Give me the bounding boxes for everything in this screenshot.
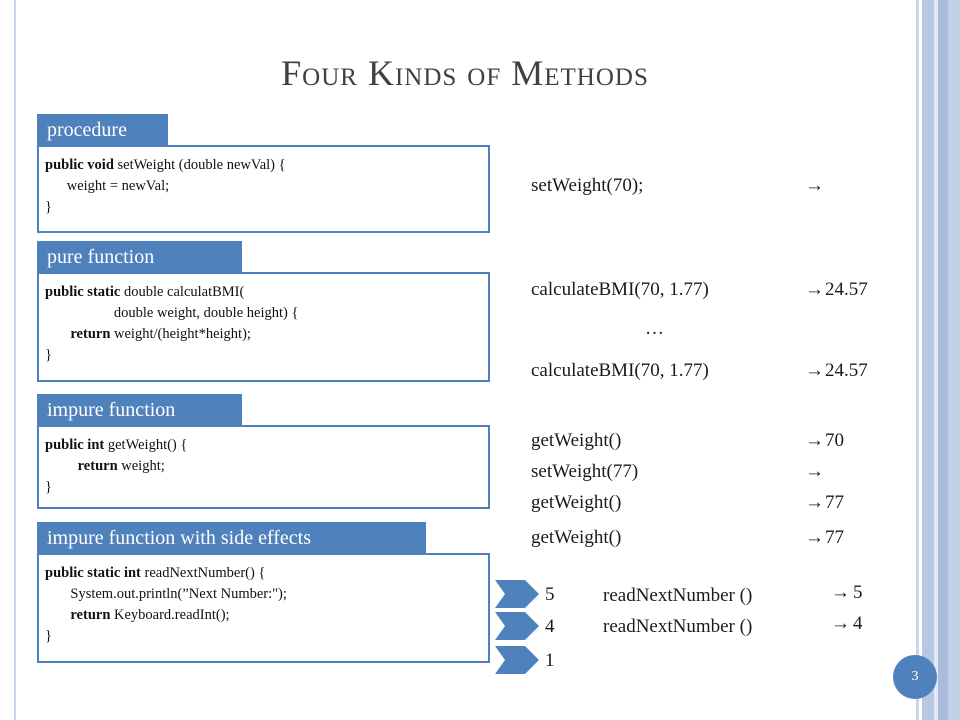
example-get-weight-result-3: 77 xyxy=(825,527,844,548)
example-read-result-2: 4 xyxy=(853,613,863,634)
code-keyword: public void xyxy=(45,157,114,173)
example-get-weight-result-2: 77 xyxy=(825,492,844,513)
example-get-weight-3: getWeight() xyxy=(531,527,622,548)
code-keyword: public int xyxy=(45,437,105,453)
input-arrow-icon xyxy=(495,646,539,674)
code-text xyxy=(45,326,70,342)
input-value-3: 1 xyxy=(545,650,555,671)
example-read-call-1: readNextNumber () xyxy=(603,585,753,606)
code-text: } xyxy=(45,199,52,215)
code-keyword: return xyxy=(70,607,111,623)
example-set-weight-77: setWeight(77) xyxy=(531,461,639,482)
decor-stripe xyxy=(948,0,960,720)
example-read-result-1: 5 xyxy=(853,582,863,603)
code-keyword: return xyxy=(70,326,111,342)
example-read-call-2: readNextNumber () xyxy=(603,616,753,637)
code-line xyxy=(45,345,482,366)
tag-impure-function: impure function xyxy=(37,394,242,426)
code-line xyxy=(45,282,482,303)
decor-stripe xyxy=(922,0,934,720)
tag-impure-side-effects: impure function with side effects xyxy=(37,522,426,554)
tag-procedure: procedure xyxy=(37,114,168,146)
code-line xyxy=(45,605,482,626)
code-text: } xyxy=(45,479,52,495)
example-bmi-result-2: 24.57 xyxy=(825,360,868,381)
arrow-icon: → xyxy=(805,461,824,482)
example-get-weight-2: getWeight() xyxy=(531,492,622,513)
code-text: Keyboard.readInt(); xyxy=(110,607,230,623)
code-text: weight = newVal; xyxy=(45,178,170,194)
arrow-icon: → xyxy=(805,175,824,196)
code-text: getWeight() { xyxy=(104,437,188,453)
decor-stripe xyxy=(916,0,919,720)
arrow-icon: → xyxy=(805,492,824,513)
input-value-1: 5 xyxy=(545,584,555,605)
code-text: readNextNumber() { xyxy=(140,565,266,581)
arrow-icon: → xyxy=(805,527,824,548)
input-arrow-icon xyxy=(495,612,539,640)
code-keyword: public static int xyxy=(45,565,141,581)
example-bmi-call-2: calculateBMI(70, 1.77) xyxy=(531,360,709,381)
example-get-weight-result-1: 70 xyxy=(825,430,844,451)
arrow-icon: → xyxy=(831,613,850,634)
code-line xyxy=(45,456,482,477)
tag-pure-function: pure function xyxy=(37,241,242,273)
code-line xyxy=(45,563,482,584)
decor-stripe xyxy=(938,0,948,720)
code-line xyxy=(45,324,482,345)
code-text: } xyxy=(45,347,52,363)
code-text: System.out.println(”Next Number:"); xyxy=(45,586,291,602)
code-text: double weight, double height) { xyxy=(45,305,299,321)
code-line xyxy=(45,626,482,647)
code-box-impure-function xyxy=(37,425,490,509)
example-ellipsis: … xyxy=(645,318,664,339)
code-line xyxy=(45,303,482,324)
code-text: weight/(height*height); xyxy=(110,326,251,342)
code-text: setWeight (double newVal) { xyxy=(113,157,286,173)
code-box-procedure xyxy=(37,145,490,233)
page-number-badge: 3 xyxy=(893,655,937,699)
arrow-icon: → xyxy=(805,279,824,300)
code-line xyxy=(45,584,482,605)
code-text xyxy=(45,458,78,474)
code-text xyxy=(45,607,70,623)
code-line xyxy=(45,155,482,176)
example-bmi-result-1: 24.57 xyxy=(825,279,868,300)
code-keyword: return xyxy=(77,458,118,474)
code-line xyxy=(45,176,482,197)
code-keyword: public static xyxy=(45,284,121,300)
input-value-2: 4 xyxy=(545,616,555,637)
code-text: } xyxy=(45,628,52,644)
example-set-weight: setWeight(70); xyxy=(531,175,644,196)
slide-title: Four Kinds of Methods xyxy=(281,53,649,93)
code-text: weight; xyxy=(117,458,165,474)
arrow-icon: → xyxy=(805,360,824,381)
example-get-weight-1: getWeight() xyxy=(531,430,622,451)
code-line xyxy=(45,197,482,218)
arrow-icon: → xyxy=(805,430,824,451)
code-box-pure-function xyxy=(37,272,490,382)
code-line xyxy=(45,477,482,498)
example-bmi-call-1: calculateBMI(70, 1.77) xyxy=(531,279,709,300)
code-text: double calculatBMI( xyxy=(120,284,245,300)
input-arrow-icon xyxy=(495,580,539,608)
code-line xyxy=(45,435,482,456)
decor-left-line xyxy=(14,0,16,720)
arrow-icon: → xyxy=(831,582,850,603)
code-box-impure-side-effects xyxy=(37,553,490,663)
